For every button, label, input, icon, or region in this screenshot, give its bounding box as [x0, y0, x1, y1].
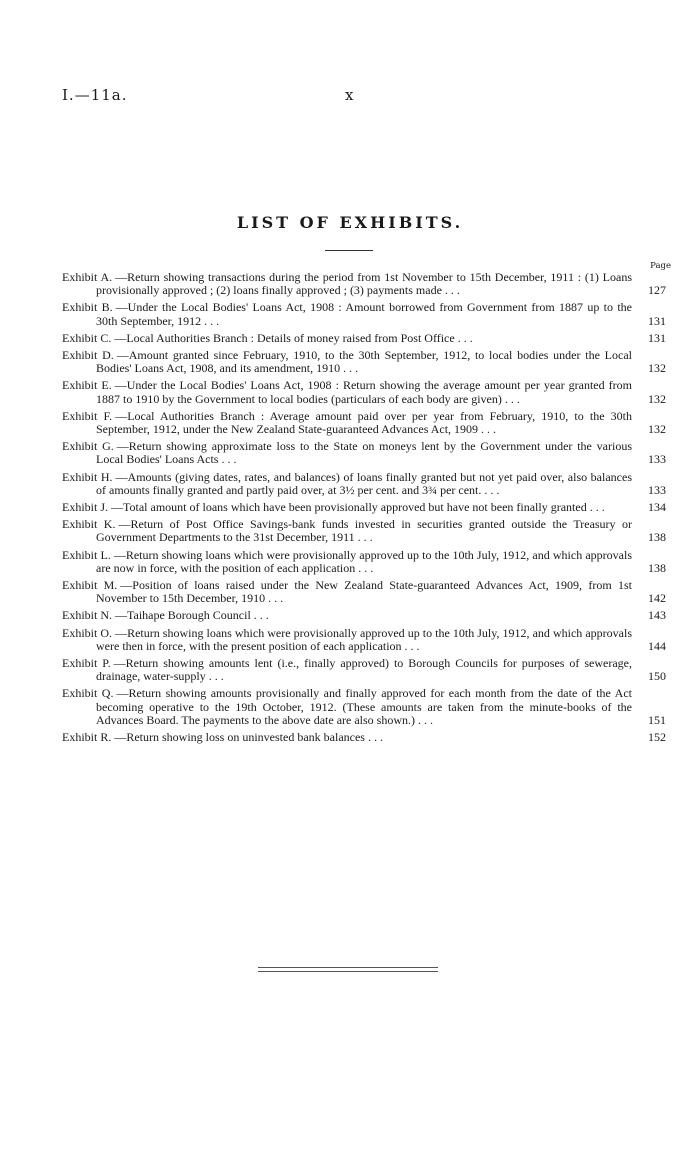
exhibit-description: [62, 379, 638, 405]
exhibit-page-number: 127: [648, 283, 666, 298]
exhibit-entry: [62, 332, 666, 345]
exhibit-description: [62, 609, 638, 622]
exhibit-page-number: 133: [648, 452, 666, 467]
exhibit-entry: [62, 657, 666, 683]
exhibit-list: [62, 271, 666, 748]
exhibit-label: Exhibit D.: [62, 348, 114, 363]
exhibit-text: —Return showing loans which were provisionally approved up to the 10th July, 1912, and which approvals were then in force, with the present position of each application . . .: [96, 625, 633, 653]
exhibit-page-number: 152: [648, 730, 666, 745]
exhibit-description: [62, 471, 638, 497]
exhibit-text: —Local Authorities Branch : Details of money raised from Post Office . . .: [114, 330, 473, 345]
exhibit-label: Exhibit C.: [62, 330, 112, 345]
exhibit-page-number: 131: [648, 313, 666, 328]
exhibit-label: Exhibit Q.: [62, 686, 114, 701]
exhibit-entry: [62, 410, 666, 436]
exhibit-description: [62, 518, 638, 544]
exhibit-page-number: 144: [648, 638, 666, 653]
exhibit-label: Exhibit G.: [62, 439, 114, 454]
exhibit-page-number: 132: [648, 422, 666, 437]
exhibit-text: —Position of loans raised under the New Zealand State-guaranteed Advances Act, 1909, from 1st November to 15th December, 1910 . . .: [96, 578, 632, 606]
exhibit-page-number: 151: [648, 712, 666, 727]
exhibit-description: [62, 301, 638, 327]
exhibit-text: —Return showing transactions during the period from 1st November to 15th December, 1911 : (1) Loans provisionally approved ; (2) loans finally approved ; (3) payments made . . .: [96, 270, 633, 298]
exhibit-page-number: 143: [648, 608, 666, 623]
exhibit-description: [62, 627, 638, 653]
page-title: LIST OF EXHIBITS.: [236, 213, 464, 232]
exhibit-text: —Return of Post Office Savings-bank funds invested in securities granted outside the Treasury or Government Departments to the 31st December, 1911 . . .: [96, 517, 633, 545]
exhibit-text: —Return showing loss on uninvested bank balances . . .: [114, 730, 383, 745]
exhibit-description: [62, 440, 638, 466]
exhibit-description: [62, 579, 638, 605]
exhibit-description: [62, 410, 638, 436]
exhibit-label: Exhibit O.: [62, 625, 113, 640]
exhibit-label: Exhibit M.: [62, 578, 118, 593]
exhibit-label: Exhibit R.: [62, 730, 112, 745]
exhibit-text: —Return showing loans which were provisionally approved up to the 10th July, 1912, and which approvals are now in force, with the position of each application . . .: [96, 547, 632, 575]
exhibit-label: Exhibit F.: [62, 408, 113, 423]
exhibit-entry: [62, 518, 666, 544]
exhibit-text: —Total amount of loans which have been provisionally approved but have not been finally granted . . .: [111, 500, 605, 515]
exhibit-page-number: 138: [648, 530, 666, 545]
exhibit-label: Exhibit N.: [62, 608, 112, 623]
exhibit-page-number: 142: [648, 591, 666, 606]
exhibit-text: —Return showing amounts lent (i.e., finally approved) to Borough Councils for purposes of sewerage, drainage, water-supply . . .: [96, 656, 632, 684]
page-numeral: x: [345, 86, 354, 104]
exhibit-label: Exhibit P.: [62, 656, 111, 671]
exhibit-label: Exhibit E.: [62, 378, 112, 393]
exhibit-description: [62, 271, 638, 297]
exhibit-page-number: 131: [648, 330, 666, 345]
exhibit-entry: [62, 271, 666, 297]
exhibit-page-number: 134: [648, 500, 666, 515]
exhibit-entry: [62, 471, 666, 497]
exhibit-description: [62, 657, 638, 683]
exhibit-label: Exhibit L.: [62, 547, 111, 562]
exhibit-description: [62, 501, 638, 514]
exhibit-label: Exhibit A.: [62, 270, 113, 284]
exhibit-entry: [62, 579, 666, 605]
exhibit-entry: [62, 627, 666, 653]
exhibit-page-number: 132: [648, 361, 666, 376]
exhibit-description: [62, 731, 638, 744]
exhibit-text: —Under the Local Bodies' Loans Act, 1908 : Amount borrowed from Government from 1887 up to the 30th September, 1912 . . .: [96, 300, 632, 328]
exhibit-page-number: 133: [648, 482, 666, 497]
exhibit-description: [62, 549, 638, 575]
exhibit-text: —Taihape Borough Council . . .: [115, 608, 269, 623]
exhibit-entry: [62, 731, 666, 744]
exhibit-entry: [62, 687, 666, 727]
exhibit-text: —Local Authorities Branch : Average amount paid over per year from February, 1910, to the 30th September, 1912, under the New Zealand State-guaranteed Advances Act, 1909 . . .: [96, 408, 632, 437]
exhibit-label: Exhibit K.: [62, 517, 116, 532]
exhibit-entry: [62, 549, 666, 575]
title-divider: [325, 250, 373, 251]
exhibit-entry: [62, 379, 666, 405]
exhibit-entry: [62, 349, 666, 375]
exhibit-label: Exhibit J.: [62, 500, 109, 515]
exhibit-text: —Under the Local Bodies' Loans Act, 1908 : Return showing the average amount per year granted from 1887 to 1910 by the Government to local bodies (particulars of each body are given) . . .: [96, 378, 632, 406]
exhibit-label: Exhibit B.: [62, 300, 113, 315]
exhibit-text: —Return showing approximate loss to the State on moneys lent by the Government under the various Local Bodies' Loans Acts . . .: [96, 439, 632, 467]
document-reference: I.—11a.: [62, 86, 128, 104]
exhibit-label: Exhibit H.: [62, 469, 113, 484]
exhibit-text: —Amounts (giving dates, rates, and balances) of loans finally granted but not yet paid over, also balances of amounts finally granted and partly paid over, at 3½ per cent. and 3¾ per cent. . . .: [96, 469, 632, 497]
exhibit-text: —Return showing amounts provisionally and finally approved for each month from the date of the Act becoming operative to the 19th October, 1912. (These amounts are taken from the minute-books of the Advances Board. The payments to the above date are also shown.) . . .: [96, 686, 632, 727]
exhibit-page-number: 132: [648, 391, 666, 406]
exhibit-description: [62, 687, 638, 727]
exhibit-entry: [62, 609, 666, 622]
exhibit-page-number: 150: [648, 669, 666, 684]
exhibit-entry: [62, 501, 666, 514]
exhibit-description: [62, 332, 638, 345]
page-column-label: Page: [650, 261, 671, 271]
end-divider: [258, 967, 438, 972]
exhibit-page-number: 138: [648, 560, 666, 575]
exhibit-text: —Amount granted since February, 1910, to the 30th September, 1912, to local bodies under the Local Bodies' Loans Act, 1908, and its amendment, 1910 . . .: [96, 348, 632, 376]
exhibit-entry: [62, 440, 666, 466]
exhibit-description: [62, 349, 638, 375]
exhibit-entry: [62, 301, 666, 327]
